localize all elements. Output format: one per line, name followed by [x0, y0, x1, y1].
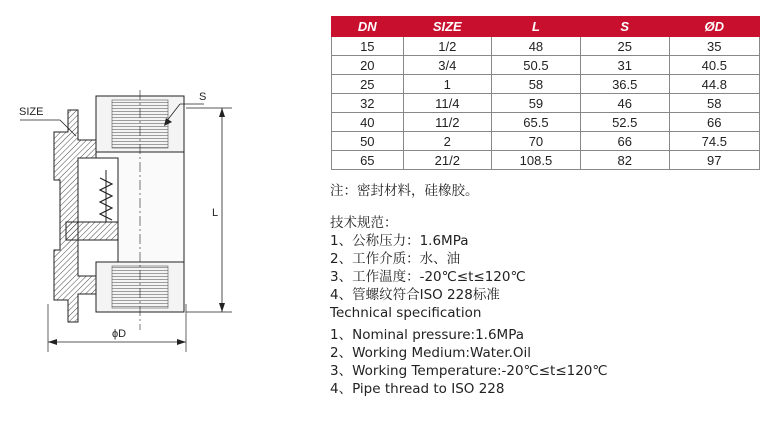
size-label: SIZE	[19, 106, 44, 118]
cn-spec-item: 2、工作介质：水、油	[330, 251, 461, 267]
sealing-note: 注：密封材料，硅橡胶。	[330, 183, 479, 199]
s-label: S	[199, 91, 207, 103]
en-spec-item: 1、Nominal pressure:1.6MPa	[330, 327, 525, 343]
table-row	[332, 56, 760, 75]
cell-d: 40.5	[669, 56, 759, 75]
header-d: ØD	[669, 17, 759, 37]
poppet-disc	[66, 222, 118, 240]
dimension-table	[331, 16, 760, 170]
cell-l: 48	[491, 37, 580, 56]
table-row	[332, 151, 760, 170]
cell-d: 66	[669, 113, 759, 132]
cell-d: 58	[669, 94, 759, 113]
table-row	[332, 113, 760, 132]
cell-dn: 40	[332, 113, 404, 132]
cell-s: 31	[580, 56, 669, 75]
cell-dn: 50	[332, 132, 404, 151]
cn-spec-title: 技术规范：	[330, 215, 398, 231]
cell-s: 36.5	[580, 75, 669, 94]
table-row	[332, 94, 760, 113]
cell-d: 97	[669, 151, 759, 170]
en-spec-item: 4、Pipe thread to ISO 228	[330, 381, 505, 397]
cell-s: 25	[580, 37, 669, 56]
cell-l: 108.5	[491, 151, 580, 170]
cell-dn: 32	[332, 94, 404, 113]
cell-size: 2	[403, 132, 491, 151]
header-dn: DN	[332, 17, 404, 37]
cn-spec-item: 1、公称压力：1.6MPa	[330, 233, 469, 249]
d-label: ϕD	[112, 328, 127, 340]
header-s: S	[580, 17, 669, 37]
cell-size: 3/4	[403, 56, 491, 75]
table-header-row	[332, 17, 760, 37]
cell-dn: 20	[332, 56, 404, 75]
cell-d: 44.8	[669, 75, 759, 94]
table-row	[332, 132, 760, 151]
cn-spec-item: 4、管螺纹符合ISO 228标准	[330, 287, 500, 303]
cell-dn: 25	[332, 75, 404, 94]
cell-l: 59	[491, 94, 580, 113]
cell-size: 1/2	[403, 37, 491, 56]
en-spec-title: Technical specification	[330, 305, 482, 321]
table-row	[332, 37, 760, 56]
l-label: L	[212, 207, 219, 219]
cell-l: 65.5	[491, 113, 580, 132]
cell-d: 74.5	[669, 132, 759, 151]
cell-s: 52.5	[580, 113, 669, 132]
en-spec-item: 2、Working Medium:Water.Oil	[330, 345, 532, 361]
cell-l: 58	[491, 75, 580, 94]
cell-dn: 15	[332, 37, 404, 56]
header-size: SIZE	[403, 17, 491, 37]
cell-size: 1	[403, 75, 491, 94]
cell-s: 66	[580, 132, 669, 151]
cell-s: 46	[580, 94, 669, 113]
en-spec-item: 3、Working Temperature:-20℃≤t≤120℃	[330, 363, 608, 379]
cell-size: 11/2	[403, 113, 491, 132]
cell-dn: 65	[332, 151, 404, 170]
cell-l: 70	[491, 132, 580, 151]
cell-d: 35	[669, 37, 759, 56]
cell-s: 82	[580, 151, 669, 170]
cell-l: 50.5	[491, 56, 580, 75]
cn-spec-item: 3、工作温度：-20℃≤t≤120℃	[330, 269, 526, 285]
header-l: L	[491, 17, 580, 37]
table-row	[332, 75, 760, 94]
cell-size: 21/2	[403, 151, 491, 170]
cell-size: 11/4	[403, 94, 491, 113]
